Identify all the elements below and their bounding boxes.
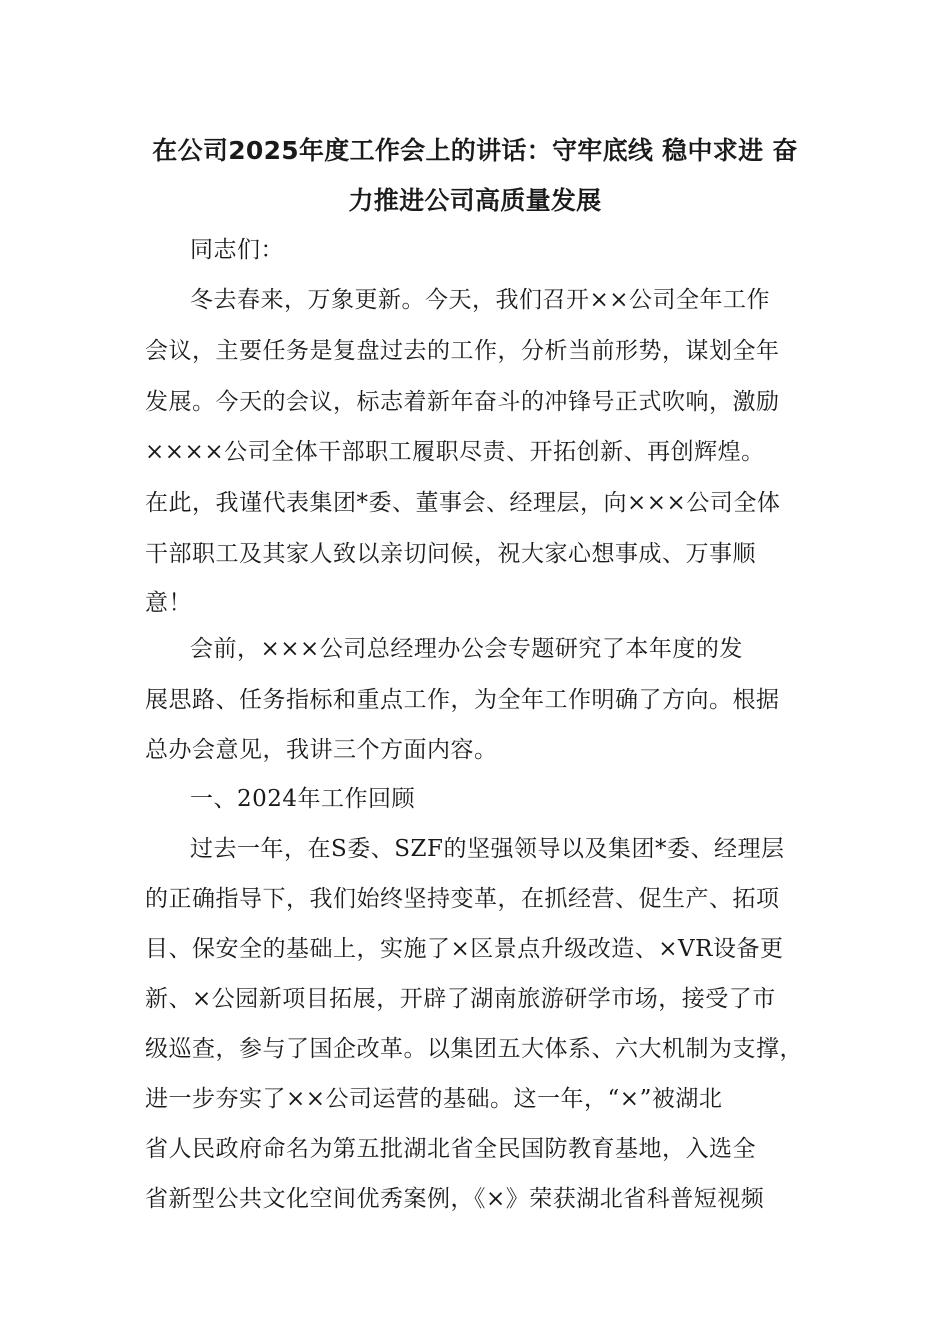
paragraph-1-line-5: 在此，我谨代表集团*委、董事会、经理层，向×××公司全体: [145, 490, 781, 516]
paragraph-3-line-1: 过去一年，在S委、SZF的坚强领导以及集团*委、经理层: [190, 836, 785, 862]
paragraph-1-line-7: 意！: [145, 590, 192, 616]
paragraph-1-line-6: 干部职工及其家人致以亲切问候，祝大家心想事成、万事顺: [145, 541, 756, 567]
paragraph-1-line-1: 冬去春来，万象更新。今天，我们召开××公司全年工作: [190, 287, 771, 313]
paragraph-3-line-3: 目、保安全的基础上，实施了×区景点升级改造、×VR设备更: [145, 936, 784, 962]
paragraph-2-line-3: 总办会意见，我讲三个方面内容。: [145, 737, 498, 763]
paragraph-1-line-4: ××××公司全体干部职工履职尽责、开拓创新、再创辉煌。: [145, 439, 765, 465]
paragraph-3-line-7: 省人民政府命名为第五批湖北省全民国防教育基地，入选全: [145, 1136, 756, 1162]
section-heading-1: 一、2024年工作回顾: [190, 786, 416, 812]
paragraph-3-line-2: 的正确指导下，我们始终坚持变革，在抓经营、促生产、拓项: [145, 886, 780, 912]
paragraph-3-line-6: 进一步夯实了××公司运营的基础。这一年，“×”被湖北: [145, 1086, 723, 1112]
paragraph-3-line-8: 省新型公共文化空间优秀案例，《×》荣获湖北省科普短视频: [145, 1186, 765, 1212]
paragraph-2-line-1: 会前，×××公司总经理办公会专题研究了本年度的发: [190, 636, 743, 662]
paragraph-1-line-2: 会议，主要任务是复盘过去的工作，分析当前形势，谋划全年: [145, 338, 780, 364]
paragraph-3-line-4: 新、×公园新项目拓展，开辟了湖南旅游研学市场，接受了市: [145, 986, 776, 1012]
paragraph-1-line-3: 发展。今天的会议，标志着新年奋斗的冲锋号正式吹响，激励: [145, 389, 780, 415]
document-title-line-2: 力推进公司高质量发展: [348, 186, 602, 215]
document-title-line-1: 在公司2025年度工作会上的讲话：守牢底线 稳中求进 奋: [152, 136, 798, 165]
paragraph-2-line-2: 展思路、任务指标和重点工作，为全年工作明确了方向。根据: [145, 687, 780, 713]
salutation: 同志们：: [190, 237, 284, 263]
paragraph-3-line-5: 级巡查，参与了国企改革。以集团五大体系、六大机制为支撑，: [145, 1036, 803, 1062]
